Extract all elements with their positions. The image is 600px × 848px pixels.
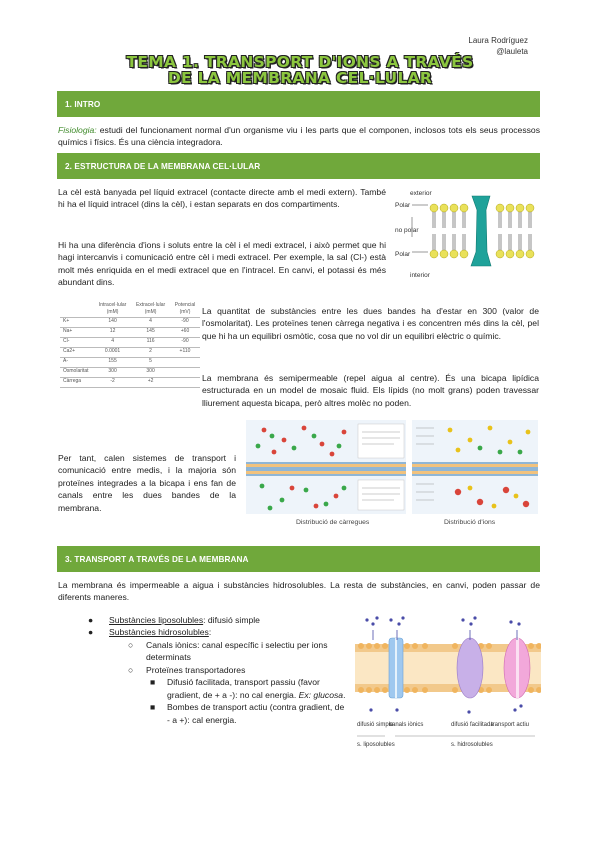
facilitada-text: Difusió facilitada, transport passiu (favor gradient, de + a -): no cal energia. xyxy=(167,677,320,700)
diagram-label-polar-top: Polar xyxy=(395,202,411,209)
table-cell: +110 xyxy=(170,347,200,357)
bullet-dot-icon: ● xyxy=(88,627,94,638)
table-cell: 4 xyxy=(131,317,170,327)
page-title xyxy=(0,54,600,86)
table-row xyxy=(60,327,200,337)
distribution-figures xyxy=(244,416,540,528)
table-header-row xyxy=(60,302,200,317)
table-cell: +2 xyxy=(131,377,170,387)
list-item-hidrosolubles xyxy=(88,626,346,638)
carrier-protein xyxy=(457,638,483,698)
diagram-label-nonpolar: no polar xyxy=(395,227,419,234)
table-cell xyxy=(170,367,200,377)
structure-paragraph-5: Per tant, calen sistemes de transport i comunicació entre medis, i la majoria són proteïnes integrades a la bicapa i ens fan de canals entre les dues bandes de la membrana. xyxy=(58,453,236,513)
transport-illustration xyxy=(355,610,541,750)
table-header-cell: Extracel·lular (mM) xyxy=(131,302,170,317)
structure-paragraph-3: La quantitat de substàncies entre les dues bandes ha d'estar en 300 (valor de l'osmolaritat). Les proteïnes tenen càrrega negativa i es concentren més dins la cèl, pel que hi ha un equilibri osmòtic, cosa que no vol dir un equilibri elèctric o químic. xyxy=(202,306,539,341)
bullet-square-icon: ■ xyxy=(150,702,156,713)
table-cell: Cl- xyxy=(60,337,94,347)
structure-paragraph-4: La membrana és semipermeable (repel aigua al centre). És una bicapa lipídica estructurada en un model de mosaic fluid. Els lípids (no molt grans) poden travessar lliurement aquesta bicapa, però altres molèc no poden. xyxy=(202,373,539,408)
diagram-label-interior: interior xyxy=(410,272,430,279)
title-line-1: TEMA 1. TRANSPORT D'IONS A TRAVÉS xyxy=(126,53,474,71)
table-cell: A- xyxy=(60,357,94,367)
table-cell xyxy=(170,357,200,367)
table-header-cell: Potencial (mV) xyxy=(170,302,200,317)
figure-group-liposolubles: s. liposolubles xyxy=(357,742,395,748)
transport-list xyxy=(88,614,346,726)
author-name: Laura Rodríguez xyxy=(468,36,528,45)
diagram-label-polar-bottom: Polar xyxy=(395,251,411,258)
table-cell: 300 xyxy=(131,367,170,377)
bilayer-illustration xyxy=(392,182,540,282)
bullet-circle-icon: ○ xyxy=(128,639,134,650)
table-cell: Osmolaritat xyxy=(60,367,94,377)
facilitada-example: Ex: glucosa xyxy=(298,689,344,700)
table-cell: Càrrega xyxy=(60,377,94,387)
list-item-facilitada: ■ Difusió facilitada, transport passiu (favor gradient, de + a -): no cal energia. Ex: glucosa. xyxy=(150,677,346,700)
table-cell: Na+ xyxy=(60,327,94,337)
structure-paragraph-2: Hi ha una diferència d'ions i soluts entre la cèl i el medi extracel, i això permet que hi hagi intercanvis i comunicació entre cèl i medi extracel. Per exemple, la sal (Cl-) està molt més enriquida en el medi extracel que en l'intracel. En canvi, el potassi és més abundant dins. xyxy=(58,240,386,288)
proteines-text: Proteïnes transportadores xyxy=(146,664,246,675)
table-cell: 5 xyxy=(131,357,170,367)
table-cell: 300 xyxy=(94,367,131,377)
table-cell: 0.0001 xyxy=(94,347,131,357)
bombes-text: Bombes de transport actiu (contra gradient, de - a +): cal energia. xyxy=(167,702,345,725)
hidro-text: : xyxy=(208,627,212,638)
title-line-2: DE LA MEMBRANA CEL·LULAR xyxy=(167,69,433,87)
table-cell: Ca2+ xyxy=(60,347,94,357)
figure-label-difusio-facilitada: difusió facilitada xyxy=(451,722,494,728)
table-row xyxy=(60,347,200,357)
table-cell: 155 xyxy=(94,357,131,367)
canals-text: Canals iònics: canal específic i selectiu per ions determinats xyxy=(146,639,328,663)
caption-charges: Distribució de càrregues xyxy=(296,519,370,526)
intro-paragraph xyxy=(58,124,540,149)
hidro-term: Substàncies hidrosolubles xyxy=(109,627,209,638)
figure-group-hidrosolubles: s. hidrosolubles xyxy=(451,742,493,748)
table-cell: K+ xyxy=(60,317,94,327)
table-header-cell: Intracel·lular (mM) xyxy=(94,302,131,317)
intro-term: Fisiologia: xyxy=(58,125,97,135)
bullet-dot-icon: ● xyxy=(88,615,94,625)
transport-paragraph-1: La membrana és impermeable a aigua i substàncies hidrosolubles. La resta de substàncies, en canvi, poden passar de diferents maneres. xyxy=(58,580,540,603)
distribution-illustration xyxy=(244,416,540,528)
table-cell: 2 xyxy=(131,347,170,357)
membrane-protein xyxy=(471,196,491,266)
diagram-label-exterior: exterior xyxy=(410,190,432,197)
table-cell xyxy=(170,377,200,387)
figure-label-transport-actiu: transport actiu xyxy=(491,722,530,728)
ion-concentration-table xyxy=(60,302,200,388)
caption-ions: Distribució d'ions xyxy=(444,519,496,526)
table-row xyxy=(60,377,200,387)
table-cell: 116 xyxy=(131,337,170,347)
structure-paragraph-1: La cèl està banyada pel líquid extracel (contacte directe amb el medi extern). També hi ha el líquid intracel (dins la cèl), i estan separats en dos compartiments. xyxy=(58,187,386,210)
table-cell: -90 xyxy=(170,317,200,327)
section-heading-transport: 3. TRANSPORT A TRAVÉS DE LA MEMBRANA xyxy=(57,546,540,572)
table-cell: -2 xyxy=(94,377,131,387)
membrane-diagram xyxy=(392,182,540,282)
section-heading-intro: 1. INTRO xyxy=(57,91,540,117)
lipo-text: : difusió simple xyxy=(203,615,260,625)
figure-label-difusio-simple: difusió simple xyxy=(357,722,394,728)
table-cell: -90 xyxy=(170,337,200,347)
list-item-bombes xyxy=(88,701,346,726)
table-row xyxy=(60,317,200,327)
ion-table-wrapper xyxy=(60,302,200,388)
transport-figure xyxy=(355,610,541,750)
list-item-liposolubles xyxy=(88,614,346,626)
table-row xyxy=(60,367,200,377)
table-cell: 12 xyxy=(94,327,131,337)
lipo-term: Substàncies liposolubles xyxy=(109,615,204,625)
bullet-square-icon: ■ xyxy=(150,677,156,688)
section-heading-structure: 2. ESTRUCTURA DE LA MEMBRANA CEL·LULAR xyxy=(57,153,540,179)
table-cell: 140 xyxy=(94,317,131,327)
table-row xyxy=(60,337,200,347)
intro-text: estudi del funcionament normal d'un organisme viu i les parts que el componen, inclosos tots els seus processos químics i físics. És una ciència integradora. xyxy=(58,125,540,148)
table-header-cell xyxy=(60,302,94,317)
table-cell: +60 xyxy=(170,327,200,337)
author-handle: @lauleta xyxy=(496,46,528,56)
list-item-canals xyxy=(88,639,346,664)
table-row xyxy=(60,357,200,367)
list-item-proteines xyxy=(88,664,346,676)
table-cell: 4 xyxy=(94,337,131,347)
table-cell: 145 xyxy=(131,327,170,337)
bullet-circle-icon: ○ xyxy=(128,664,134,675)
figure-label-canals-ionics: canals iònics xyxy=(389,722,424,728)
